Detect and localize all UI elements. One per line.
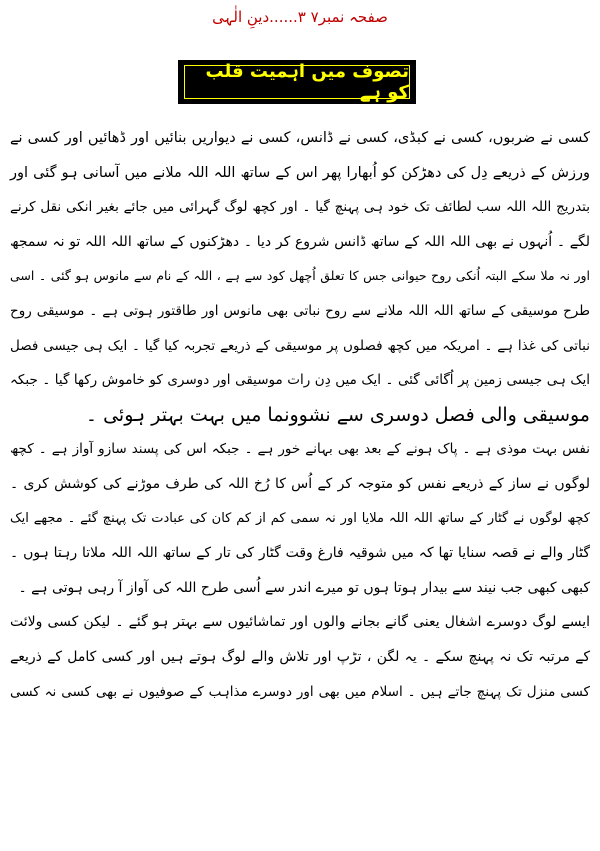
- text-line: بتدریج اللہ اللہ سب لطائف تک خود ہی پہنچ گیا ۔ اور کچھ لوگ گہرائی میں جائے بغیر انکی نقل کرنے: [10, 199, 590, 216]
- page-title: تصوف میں اہمیت قلب کو ہے: [205, 61, 409, 103]
- text-line: کسی منزل تک پہنچ جاتے ہیں ۔ اسلام میں بھی اور دوسرے مذاہب کے صوفیوں نے بھی کسی نہ کسی: [10, 683, 590, 700]
- text-line: کسی نے ضربوں، کسی نے کبڈی، کسی نے ڈانس، کسی نے دیواریں بنائیں اور ڈھائیں اور کسی نے: [10, 130, 590, 146]
- text-line: ایسے لوگ دوسرے اشغال یعنی گانے بجانے والوں اور تماشائیوں سے بہتر ہو گئے ۔ لیکن کسی ولائت: [10, 614, 590, 631]
- text-line: نباتی کی غذا ہے ۔ امریکہ میں کچھ فصلوں پر موسیقی کے ذریعے تجربہ کیا گیا ۔ ایک ہی جیسی فصل: [10, 337, 590, 354]
- page-header: صفحہ نمبر۷ ۳......دینِ الٰہی: [212, 8, 388, 26]
- text-line: طرح موسیقی کے ساتھ اللہ اللہ ملانے سے روح نباتی بھی مانوس اور طاقتور ہوتی ہے ۔ موسیقی روح: [10, 302, 590, 319]
- text-line: کبھی کبھی جب نیند سے بیدار ہوتا ہوں تو میرے اندر سے اُسی طرح اللہ کی آواز آ رہی ہوتی ہے ۔: [18, 579, 590, 596]
- paragraph-3: [10, 605, 590, 709]
- text-line: موسیقی والی فصل دوسری سے نشوونما میں بہت بہتر ہوئی ۔: [85, 403, 590, 426]
- text-line: ایک ہی جیسی زمین پر اُگائی گئی ۔ ایک میں دِن رات موسیقی اور دوسری کو خاموش رکھا گیا ۔ جبکہ: [10, 372, 590, 389]
- text-line: اور نہ ملا سکے البتہ اُنکی روح حیوانی جس کا تعلق اُچھل کود سے ہے ، اللہ کے نام سے مانوس ہو گئی ۔ اسی: [10, 268, 590, 284]
- title-inner-frame: [184, 61, 410, 103]
- text-line: لگے ۔ اُنہوں نے بھی اللہ اللہ کے ساتھ ڈانس شروع کر دیا ۔ دھڑکنوں کے ساتھ اللہ اللہ تو نہ سمجھ: [10, 233, 590, 250]
- paragraph-1: [10, 121, 590, 432]
- text-line: کچھ لوگوں نے گٹار کے ساتھ اللہ اللہ ملایا اور نہ سمی کم از کم کان کی عبادت تک پہنچ گئے ۔ مجھے ایک: [10, 510, 590, 526]
- text-line: کے مرتبہ تک نہ پہنچ سکے ۔ یہ لگن ، تڑپ اور تلاش والے لوگ ہوتے ہیں اور کسی کامل کے ذریعے: [10, 648, 590, 665]
- paragraph-2: [10, 432, 590, 605]
- title-box: [178, 60, 416, 104]
- body-text: [10, 121, 590, 709]
- text-line: لوگوں نے ساز کے ذریعے نفس کو متوجہ کر کے اُس کا رُخ اللہ کی طرف موڑنے کی کوشش کری ۔: [10, 475, 590, 492]
- text-line: نفس بہت موذی ہے ۔ پاک ہونے کے بعد بھی بہانے خور ہے ۔ جبکہ اس کی پسند سازو آواز ہے ۔ کچھ: [10, 441, 590, 458]
- text-line: گٹار والے نے قصہ سنایا تھا کہ میں شوقیہ فارغ وقت گٹار کی تار کے ساتھ اللہ اللہ ملاتا رہتا ہوں ۔: [10, 545, 590, 562]
- text-line: ورزش کے ذریعے دِل کی دھڑکن کو اُبھارا پھر اس کے ساتھ اللہ اللہ ملانے میں آسانی ہو گئی اور: [10, 164, 590, 181]
